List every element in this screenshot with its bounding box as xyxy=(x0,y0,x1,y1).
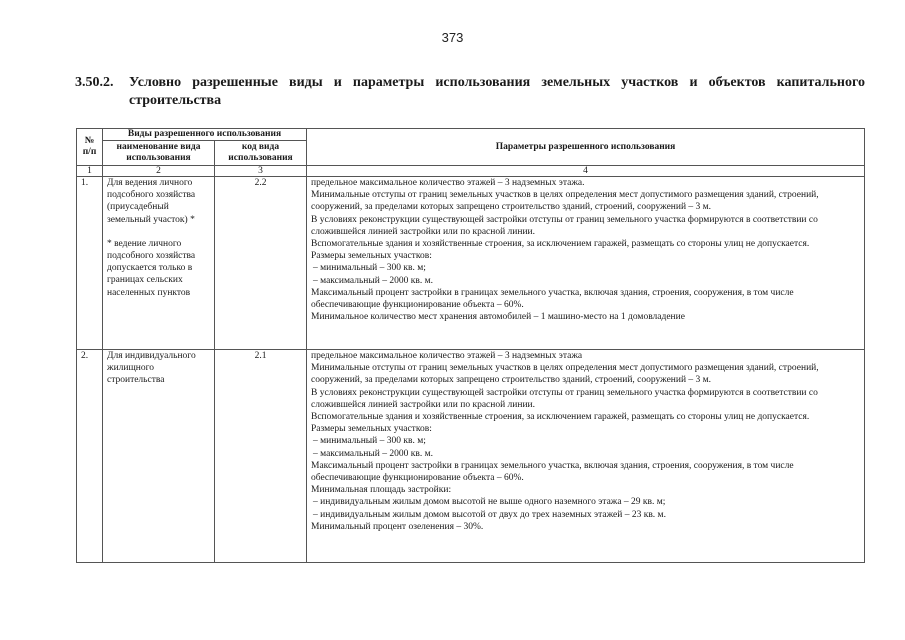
column-index: 1 xyxy=(77,166,103,177)
section-title: Условно разрешенные виды и параметры использования земельных участков и объектов капитального строительства xyxy=(129,75,865,108)
header-use-name: наименование вида использования xyxy=(103,141,215,166)
parameter-line: предельное максимальное количество этажей – 3 надземных этажа xyxy=(311,351,583,361)
use-code: 2.2 xyxy=(215,177,307,350)
column-index-row xyxy=(77,166,865,177)
table-row xyxy=(77,177,865,350)
parameter-line: – индивидуальным жилым домом высотой от двух до трех наземных этажей – 23 кв. м. xyxy=(313,509,666,520)
header-use-types: Виды разрешенного использования xyxy=(103,129,307,141)
land-use-parameters-table xyxy=(76,128,865,563)
use-name-cell xyxy=(103,350,215,563)
column-index: 3 xyxy=(215,166,307,177)
parameter-line: – минимальный – 300 кв. м; xyxy=(313,436,426,447)
parameter-line: В условиях реконструкции существующей застройки отступы от границ земельного участка формируются в соответствии со сложившейся линией застройки или по красной линии. xyxy=(311,214,818,237)
parameter-line: Вспомогательные здания и хозяйственные строения, за исключением гаражей, размещать со стороны улиц не допускается. xyxy=(311,239,810,250)
parameter-line: Минимальные отступы от границ земельных участков в целях определения мест допустимого размещения зданий, строений, сооружений, за пределами которых запрещено строительство зданий, строений, сооружений – 3 м. xyxy=(311,190,819,213)
parameter-line: В условиях реконструкции существующей застройки отступы от границ земельного участка формируются в соответствии со сложившейся линией застройки или по красной линии. xyxy=(311,387,818,410)
section-number: 3.50.2. xyxy=(75,75,114,90)
page-number: 373 xyxy=(441,30,464,45)
column-index: 4 xyxy=(307,166,865,177)
parameter-line: Размеры земельных участков: xyxy=(311,424,432,435)
header-num: № п/п xyxy=(77,129,103,166)
parameter-line: Минимальный процент озеленения – 30%. xyxy=(311,521,484,532)
parameter-line: Минимальная площадь застройки: xyxy=(311,485,452,496)
row-number: 1. xyxy=(77,177,103,350)
parameter-line: – максимальный – 2000 кв. м. xyxy=(313,448,433,459)
header-use-code: код вида использования xyxy=(215,141,307,166)
parameter-line: – минимальный – 300 кв. м; xyxy=(313,263,426,274)
use-name-cell xyxy=(103,177,215,350)
parameter-line: – индивидуальным жилым домом высотой не выше одного наземного этажа – 29 кв. м; xyxy=(313,497,666,508)
parameter-line: предельное максимальное количество этажей – 3 надземных этажа. xyxy=(311,178,585,188)
parameter-line: Вспомогательные здания и хозяйственные строения, за исключением гаражей, размещать со стороны улиц не допускается. xyxy=(311,412,810,423)
header-parameters: Параметры разрешенного использования xyxy=(307,129,865,166)
parameters-cell xyxy=(307,177,865,350)
parameter-line: – максимальный – 2000 кв. м. xyxy=(313,275,433,286)
parameters-cell xyxy=(307,350,865,563)
parameter-line: Минимальные отступы от границ земельных участков в целях определения мест допустимого размещения зданий, строений, сооружений, за пределами которых запрещено строительство зданий, строений, сооружений – 3 м. xyxy=(311,363,819,386)
use-code: 2.1 xyxy=(215,350,307,563)
column-index: 2 xyxy=(103,166,215,177)
table-row xyxy=(77,350,865,563)
use-name: Для ведения личного подсобного хозяйства (приусадебный земельный участок) * xyxy=(107,178,196,225)
use-name: Для индивидуального жилищного строительства xyxy=(107,351,196,386)
use-name-footnote: * ведение личного подсобного хозяйства допускается только в границах сельских населенных пунктов xyxy=(107,238,196,298)
parameter-line: Максимальный процент застройки в границах земельного участка, включая здания, строения, сооружения, в том числе обеспечивающие функционирование объекта – 60%. xyxy=(311,460,794,484)
section-heading xyxy=(75,74,865,110)
parameter-line: Максимальный процент застройки в границах земельного участка, включая здания, строения, сооружения, в том числе обеспечивающие функционирование объекта – 60%. xyxy=(311,287,794,311)
parameter-line: Минимальное количество мест хранения автомобилей – 1 машино-место на 1 домовладение xyxy=(311,312,685,323)
parameter-line: Размеры земельных участков: xyxy=(311,251,432,262)
table-header-row xyxy=(77,129,865,141)
row-number: 2. xyxy=(77,350,103,563)
